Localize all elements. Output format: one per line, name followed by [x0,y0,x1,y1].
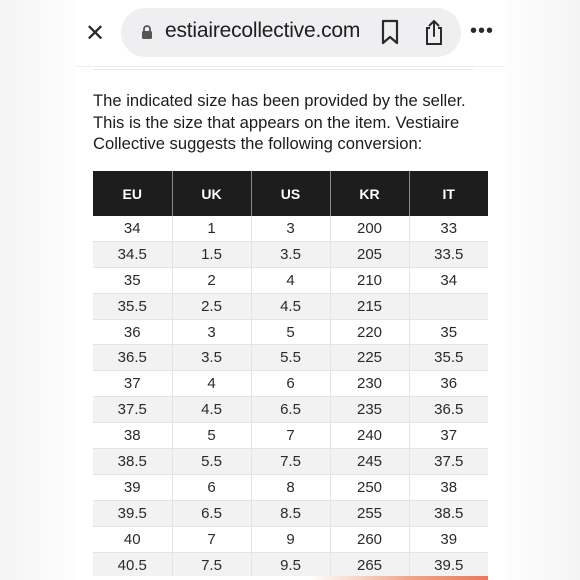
cell-it: 36.5 [409,397,488,423]
cell-eu: 40 [93,526,172,552]
table-row [93,397,488,423]
cell-eu: 38.5 [93,449,172,475]
lock-icon [141,24,153,40]
cell-uk: 2.5 [172,293,251,319]
cell-it: 34 [409,267,488,293]
cell-it [409,293,488,319]
bottom-accent-bar [93,576,488,580]
cell-uk: 3 [172,319,251,345]
cell-us: 8.5 [251,500,330,526]
cell-uk: 4.5 [172,397,251,423]
content-divider [93,69,473,70]
cell-kr: 260 [330,526,409,552]
cell-uk: 4 [172,371,251,397]
table-row [93,319,488,345]
cell-us: 4.5 [251,293,330,319]
cell-kr: 245 [330,449,409,475]
address-bar[interactable] [121,8,461,57]
cell-uk: 5 [172,423,251,449]
size-disclaimer: The indicated size has been provided by the seller. This is the size that appears on the item. Vestiaire Collective suggests the following conversion: [93,91,466,153]
cell-eu: 36 [93,319,172,345]
cell-eu: 40.5 [93,552,172,578]
cell-kr: 210 [330,267,409,293]
cell-kr: 225 [330,345,409,371]
cell-it: 33.5 [409,241,488,267]
cell-eu: 35.5 [93,293,172,319]
table-row [93,371,488,397]
cell-us: 3.5 [251,241,330,267]
cell-uk: 1 [172,216,251,241]
cell-uk: 1.5 [172,241,251,267]
cell-eu: 38 [93,423,172,449]
close-icon[interactable]: ✕ [84,19,106,47]
header-uk: UK [172,171,251,216]
cell-kr: 205 [330,241,409,267]
cell-us: 8 [251,474,330,500]
cell-kr: 235 [330,397,409,423]
cell-uk: 3.5 [172,345,251,371]
cell-it: 35.5 [409,345,488,371]
cell-us: 7.5 [251,449,330,475]
header-it: IT [409,171,488,216]
cell-it: 39 [409,526,488,552]
table-row [93,241,488,267]
cell-us: 5 [251,319,330,345]
url-text: estiairecollective.com [165,19,361,42]
header-eu: EU [93,171,172,216]
cell-eu: 39.5 [93,500,172,526]
cell-eu: 34 [93,216,172,241]
bookmark-icon[interactable] [379,19,401,45]
table-header-row [93,171,488,216]
share-icon[interactable] [423,18,445,46]
cell-eu: 35 [93,267,172,293]
browser-toolbar [77,0,505,66]
cell-us: 6 [251,371,330,397]
cell-kr: 215 [330,293,409,319]
cell-kr: 200 [330,216,409,241]
cell-eu: 37.5 [93,397,172,423]
table-row [93,552,488,578]
table-row [93,345,488,371]
cell-it: 33 [409,216,488,241]
cell-eu: 37 [93,371,172,397]
table-row [93,449,488,475]
cell-us: 4 [251,267,330,293]
table-row [93,267,488,293]
table-row [93,423,488,449]
cell-uk: 6.5 [172,500,251,526]
size-conversion-table [93,171,488,578]
cell-eu: 34.5 [93,241,172,267]
cell-kr: 265 [330,552,409,578]
table-row [93,216,488,241]
table-row [93,474,488,500]
cell-us: 9.5 [251,552,330,578]
cell-kr: 220 [330,319,409,345]
left-margin [0,0,77,580]
cell-us: 5.5 [251,345,330,371]
header-us: US [251,171,330,216]
cell-it: 38.5 [409,500,488,526]
cell-uk: 7.5 [172,552,251,578]
cell-uk: 5.5 [172,449,251,475]
cell-uk: 6 [172,474,251,500]
toolbar-divider [77,66,505,67]
cell-it: 37.5 [409,449,488,475]
cell-it: 38 [409,474,488,500]
table-row [93,526,488,552]
cell-it: 39.5 [409,552,488,578]
cell-us: 9 [251,526,330,552]
header-kr: KR [330,171,409,216]
cell-kr: 255 [330,500,409,526]
cell-us: 3 [251,216,330,241]
cell-us: 7 [251,423,330,449]
cell-kr: 240 [330,423,409,449]
right-margin [505,0,580,580]
table-row [93,293,488,319]
cell-eu: 39 [93,474,172,500]
cell-kr: 250 [330,474,409,500]
cell-kr: 230 [330,371,409,397]
cell-uk: 7 [172,526,251,552]
cell-it: 37 [409,423,488,449]
cell-it: 35 [409,319,488,345]
more-icon[interactable]: ••• [469,19,494,42]
cell-eu: 36.5 [93,345,172,371]
cell-it: 36 [409,371,488,397]
cell-uk: 2 [172,267,251,293]
cell-us: 6.5 [251,397,330,423]
table-row [93,500,488,526]
